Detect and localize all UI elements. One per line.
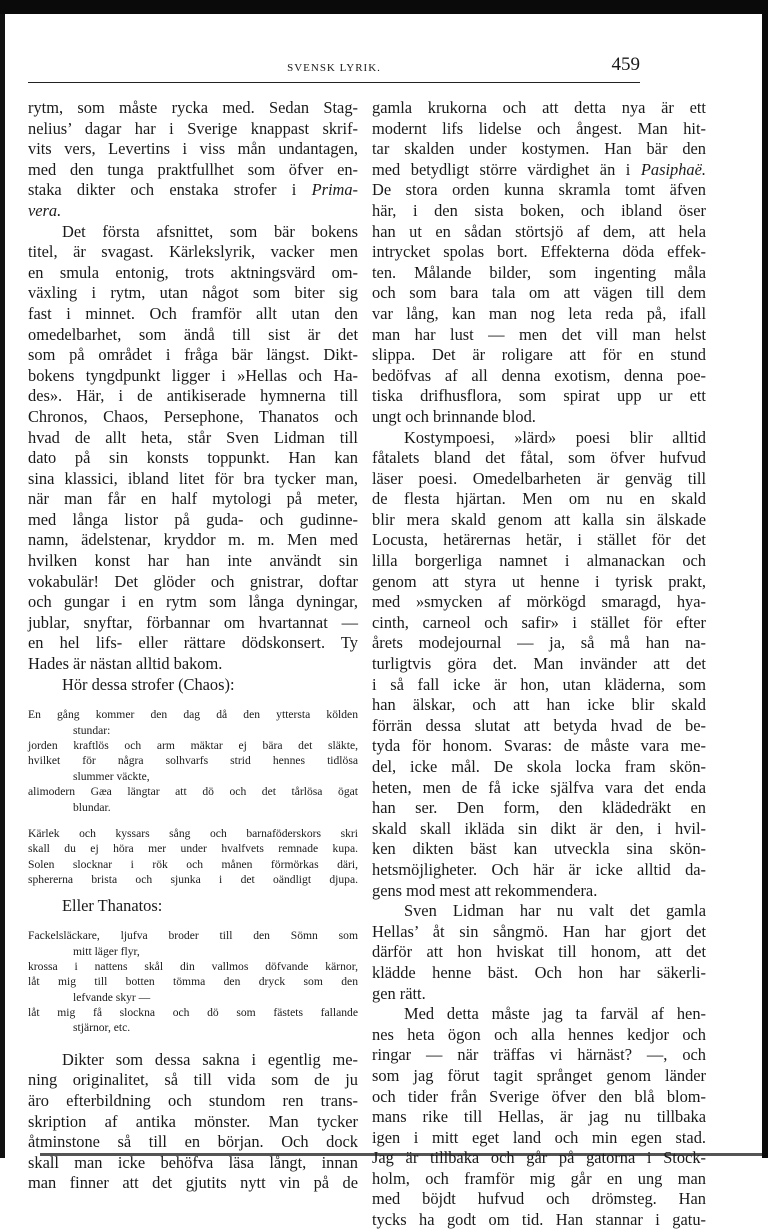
text-line: var lång, kan man nog leta reda på, ifall bbox=[372, 303, 706, 323]
poem-line: lefvande skyr — bbox=[73, 990, 151, 1004]
text-line: och som bara tala om att vägen till dem bbox=[372, 283, 706, 303]
text-line: med böjdt hufvud och drömsteg. Han bbox=[372, 1189, 706, 1209]
text-line: cinth, carneol och safir» i stället för efter bbox=[372, 612, 706, 632]
poem-line: En gång kommer den dag då den yttersta kölden bbox=[28, 708, 358, 722]
text-line: hetsmöjligheter. Och här är icke alltid da- bbox=[372, 859, 706, 879]
running-header bbox=[28, 50, 640, 83]
poem-line: stjärnor, etc. bbox=[73, 1021, 131, 1035]
poem-line: alimodern Gæa längtar att dö och det tårlösa ögat bbox=[28, 785, 358, 799]
text-line: växling i rytm, utan något som biter sig bbox=[28, 283, 358, 303]
poem-line: Kärlek och kyssars sång och barnaföderskors skri bbox=[28, 826, 358, 840]
text-line: skald skall ikläda sin dikt är den, i hvil- bbox=[372, 818, 706, 838]
poem-line: jorden kraftlös och arm mäktar ej bära det släkte, bbox=[28, 739, 358, 752]
poem-line: blundar. bbox=[73, 800, 111, 814]
text-line: hvilken konst har han inte användt sin bbox=[28, 551, 358, 571]
poem-line: låt mig få slockna och dö som fästets fallande bbox=[28, 1006, 358, 1020]
text-line: intrycket spolas bort. Effekterna döda effek- bbox=[372, 242, 706, 262]
poem-thanatos bbox=[28, 928, 358, 1036]
text-line: Jag är tillbaka och går på gatorna i Stock- bbox=[372, 1148, 706, 1168]
paragraph-3 bbox=[372, 901, 706, 1004]
text-line: igen i mitt eget land och min egen stad. bbox=[372, 1127, 706, 1147]
text-line: han ser. Den form, den klädedräkt en bbox=[372, 798, 706, 818]
text-line: Hellas’ åt sin sångmö. Han har gjort det bbox=[372, 921, 706, 941]
text-line: man har lust — men det vill man helst bbox=[372, 324, 706, 344]
poem-line: Fackelsläckare, ljufva broder till den Sömn som bbox=[28, 929, 358, 943]
poem-line: krossa i nattens skål din vallmos döfvande kärnor, bbox=[28, 959, 358, 973]
text-line: lilla borgerliga namnet i almanackan och bbox=[372, 551, 706, 571]
text-line: sina klassici, ibland litet för bra tycker man, bbox=[28, 468, 358, 488]
text-line: Locusta, hetärernas hetär, i stället för det bbox=[372, 530, 706, 550]
text-line: ning originalitet, så till vida som de ju bbox=[28, 1070, 358, 1090]
text-line: med »smycken af mörkögd smaragd, hya- bbox=[372, 592, 706, 612]
text-line: de flesta hjärtan. Men om nu en skald bbox=[372, 489, 706, 509]
text-line: en smula entonig, trots aktningsvärd om- bbox=[28, 262, 358, 282]
text-line: ungt och brinnande blod. bbox=[372, 406, 536, 426]
poem-chaos bbox=[28, 707, 358, 887]
text-line: tar skalden under kostymen. Han bär den bbox=[372, 139, 706, 159]
text-line: tyda för honom. Svaras: de måste vara me- bbox=[372, 736, 706, 756]
text-line: gamla krukorna och att detta nya är ett bbox=[372, 98, 706, 117]
paragraph-2 bbox=[28, 222, 358, 675]
text-line: ringar — när träffas vi härnäst? —, och bbox=[372, 1045, 706, 1065]
poem-line: låt mig till botten tömma den dryck som den bbox=[28, 975, 358, 989]
text-line: med betydligt större värdighet än i Pasiphaë. bbox=[372, 159, 706, 179]
text-line: rytm, som måste rycka med. Sedan Stag- bbox=[28, 98, 358, 117]
text-line: äro efterbildning och stundom ren trans- bbox=[28, 1091, 358, 1111]
text-line: skall man icke behöfva läsa långt, innan bbox=[28, 1152, 358, 1172]
text-line: Sven Lidman har nu valt det gamla bbox=[404, 901, 706, 921]
text-line: De stora orden kunna skramla tomt äfven bbox=[372, 180, 706, 200]
stanza-gap bbox=[28, 815, 358, 826]
text-line: förrän dessa slutat att betyda hvad de be- bbox=[372, 715, 706, 735]
scan-border-right bbox=[762, 0, 768, 1158]
italic-title: Pasiphaë. bbox=[640, 159, 706, 179]
poem-intro-chaos: Hör dessa strofer (Chaos): bbox=[62, 674, 235, 694]
italic-title: vera. bbox=[28, 200, 62, 220]
text-line: Kostympoesi, »lärd» poesi blir alltid bbox=[404, 427, 706, 447]
text-line: när man får en half mytologi på meter, bbox=[28, 489, 358, 509]
text-line: genom att styra ut henne i tyrisk prakt, bbox=[372, 571, 706, 591]
text-line: därför att hon hviskat till honom, att det bbox=[372, 942, 706, 962]
text-line: jublar, snyftar, förbannar om hvartannat — bbox=[28, 612, 358, 632]
paragraph-3 bbox=[28, 1050, 358, 1194]
text-line: Det första afsnittet, som bär bokens bbox=[62, 221, 358, 241]
text-line: som jag förut tagit språnget genom länder bbox=[372, 1065, 706, 1085]
text-line: bokens tyngdpunkt ligger i »Hellas och Ha- bbox=[28, 365, 358, 385]
text-line: en hel lifs- eller rättare dödskonsert. Ty bbox=[28, 633, 358, 653]
right-column bbox=[372, 98, 706, 1231]
text-line: ten. Målande bilder, som ingenting måla bbox=[372, 262, 706, 282]
poem-line: sphererna brista och sjunka i det oändligt djupa. bbox=[28, 873, 358, 887]
left-column bbox=[28, 98, 358, 1194]
text-line: blir mera skald genom att kalla sin älskade bbox=[372, 509, 706, 529]
text-line: läser poesi. Omedelbarheten är genväg till bbox=[372, 468, 706, 488]
text-line: namn, ädelstenar, kryddor m. m. Men med bbox=[28, 530, 358, 550]
text-line: holm, och framför mig går en ung man bbox=[372, 1168, 706, 1188]
text-line: omedelbarhet, som ändå till sist är det bbox=[28, 324, 358, 344]
text-line: ken dikten bäst kan utveckla sina skön- bbox=[372, 839, 706, 859]
scan-border-left bbox=[0, 14, 5, 1158]
text-line: och tider från Sverige öfver den blå blom- bbox=[372, 1086, 706, 1106]
text-line: titel, är svagast. Kärlekslyrik, vacker men bbox=[28, 242, 358, 262]
text-line: årets modejournal — ja, så må han na- bbox=[372, 633, 706, 653]
text-line: bedöfvas af all denna exotism, denna poe- bbox=[372, 365, 706, 385]
text-line: i så fall icke är hon, utan kläderna, som bbox=[372, 674, 706, 694]
paragraph-2 bbox=[372, 428, 706, 902]
text-line: vokabulär! Det glöder och gnistrar, doftar bbox=[28, 571, 358, 591]
text-line: man finner att det gjutits nytt vin på de bbox=[28, 1173, 358, 1193]
text-line: Dikter som dessa sakna i egentlig me- bbox=[62, 1049, 358, 1069]
text-line: fast i minnet. Och framför allt utan den bbox=[28, 303, 358, 323]
text-line: fåtalets bland det fåtal, som öfver hufvud bbox=[372, 448, 706, 468]
text-line: tiska drifhusflora, som spirat upp ur ett bbox=[372, 386, 706, 406]
text-line: turligtvis göra det. Man invänder att det bbox=[372, 654, 706, 674]
text-line: staka dikter och enstaka strofer i Prima- bbox=[28, 180, 358, 200]
poem-line: slummer väckte, bbox=[73, 769, 150, 783]
text-line: modernt lifs lidelse och ångest. Man hit- bbox=[372, 118, 706, 138]
text-line: nes heta ögon och alla hennes kedjor och bbox=[372, 1024, 706, 1044]
poem-line: skall du ej höra mer under hvalfvets remnade kupa. bbox=[28, 842, 358, 856]
text-line: des». Här, i de antikiserade hymnerna till bbox=[28, 386, 358, 406]
text-line: skription af antika mönster. Man tycker bbox=[28, 1111, 358, 1131]
poem-intro-thanatos: Eller Thanatos: bbox=[62, 895, 163, 915]
text-line: Hades är nästan alltid bakom. bbox=[28, 654, 223, 674]
text-line: Chronos, Chaos, Persephone, Thanatos och bbox=[28, 406, 358, 426]
text-line: gen rätt. bbox=[372, 983, 426, 1003]
text-line: han älskar, och att han icke blir skald bbox=[372, 695, 706, 715]
running-title: SVENSK LYRIK. bbox=[287, 62, 381, 74]
text-line: gens mod mest att rekommendera. bbox=[372, 880, 598, 900]
paragraph-1 bbox=[372, 98, 706, 428]
paragraph-4 bbox=[372, 1004, 706, 1231]
text-line: vits vers, Levertins i viss mån undantagen, bbox=[28, 139, 358, 159]
text-line: dato på sin konsts toppunkt. Han kan bbox=[28, 448, 358, 468]
text-line bbox=[28, 201, 358, 222]
page-number: 459 bbox=[611, 54, 640, 75]
text-line: hvad de allt heta, står Sven Lidman till bbox=[28, 427, 358, 447]
text-line: som på området i fråga bär längst. Dikt- bbox=[28, 345, 358, 365]
text-line: han ut en sådan störtsjö af dem, att hela bbox=[372, 221, 706, 241]
poem-line: hvilket för några solhvarfs strid hennes tidlösa bbox=[28, 754, 358, 768]
text-line: klädde henne bäst. Och hon har säkerli- bbox=[372, 962, 706, 982]
text-line: med den tunga praktfullhet som öfver en- bbox=[28, 159, 358, 179]
text-line: åtminstone så till en början. Och dock bbox=[28, 1132, 358, 1152]
scan-border-top bbox=[0, 0, 768, 14]
text-line: tycks ha godt om tid. Han stannar i gatu- bbox=[372, 1210, 706, 1230]
paragraph-1 bbox=[28, 98, 358, 222]
text-line: Med detta måste jag ta farväl af hen- bbox=[404, 1004, 706, 1024]
text-line: heten, men de få icke själfva vara det enda bbox=[372, 777, 706, 797]
text-line: slippa. Det är roligare att för en stund bbox=[372, 345, 706, 365]
text-line: med långa listor på guda- och gudinne- bbox=[28, 509, 358, 529]
text-line: nelius’ dagar har i Sverige knappast skrif- bbox=[28, 118, 358, 138]
text-line: del, icke mål. De skola locka fram skön- bbox=[372, 757, 706, 776]
text-line: här, i den sista boken, och ibland öser bbox=[372, 200, 706, 220]
poem-line: stundar: bbox=[73, 723, 111, 737]
italic-title: Prima- bbox=[311, 180, 358, 200]
poem-line: mitt läger flyr, bbox=[73, 944, 140, 958]
poem-line: Solen slocknar i rök och månen förmörkas däri, bbox=[28, 857, 358, 871]
text-line: mans rike till Hellas, är jag nu tillbaka bbox=[372, 1107, 706, 1127]
text-line: och gungar i en rytm som långa dyningar, bbox=[28, 592, 358, 612]
